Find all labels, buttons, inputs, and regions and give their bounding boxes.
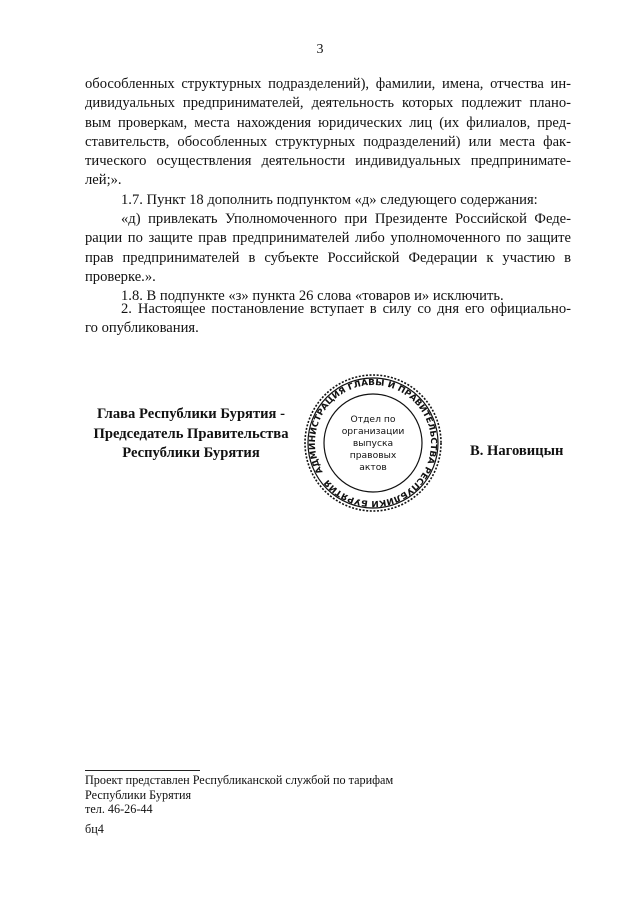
page-number: 3 bbox=[316, 42, 324, 57]
text-line: го опубликования. bbox=[85, 320, 199, 337]
signatory-title-line: Республики Бурятия bbox=[122, 445, 260, 461]
stamp-center-line: правовых bbox=[349, 450, 397, 461]
text-line: проверке.». bbox=[85, 268, 156, 285]
footer-line: Республики Бурятия bbox=[85, 787, 192, 802]
text-line: дивидуальных предпринимателей, деятельность которых подлежит плано- bbox=[85, 95, 571, 112]
stamp-center-line: Отдел по bbox=[350, 414, 396, 425]
official-stamp bbox=[303, 373, 443, 513]
signatory-name: В. Наговицын bbox=[470, 443, 564, 459]
stamp-center-line: актов bbox=[359, 462, 387, 473]
text-line: обособленных структурных подразделений), фамилии, имена, отчества ин- bbox=[85, 76, 571, 92]
text-line: «д) привлекать Уполномоченного при Президенте Российской Феде- bbox=[121, 211, 571, 228]
footer-phone: тел. 46-26-44 bbox=[85, 802, 153, 817]
stamp-center-line: организации bbox=[341, 426, 405, 437]
footer-line: Проект представлен Республиканской службой по тарифам bbox=[85, 773, 394, 787]
text-line: рации по защите прав предпринимателей либо уполномоченного по защите bbox=[85, 230, 571, 247]
text-line: прав предпринимателей в субъекте Российской Федерации к участию в bbox=[85, 249, 571, 266]
closing-paragraph bbox=[85, 300, 571, 339]
stamp-center-line: выпуска bbox=[352, 438, 394, 449]
signatory-title-line: Глава Республики Бурятия - bbox=[97, 406, 285, 422]
text-line: 1.8. В подпункте «з» пункта 26 слова «товаров и» исключить. bbox=[121, 288, 504, 305]
footer-note bbox=[85, 773, 393, 817]
footer-divider bbox=[85, 770, 200, 771]
text-line: вым проверкам, места нахождения юридических лиц (их филиалов, пред- bbox=[85, 114, 571, 131]
stamp-ring-text: АДМИНИСТРАЦИЯ ГЛАВЫ И ПРАВИТЕЛЬСТВА РЕСПУБЛИКИ БУРЯТИЯ bbox=[306, 376, 440, 510]
signatory-title bbox=[85, 405, 297, 464]
text-line: ставительств, обособленных структурных подразделений) или места фак- bbox=[85, 133, 571, 150]
text-line: 1.7. Пункт 18 дополнить подпунктом «д» следующего содержания: bbox=[121, 191, 538, 208]
text-line: тического осуществления деятельности индивидуальных предпринимате- bbox=[85, 153, 571, 170]
text-line: лей;». bbox=[85, 172, 122, 189]
signatory-title-line: Председатель Правительства bbox=[93, 425, 289, 442]
document-code: бц4 bbox=[85, 822, 104, 836]
text-line: 2. Настоящее постановление вступает в силу со дня его официально- bbox=[121, 301, 571, 317]
body-paragraphs bbox=[85, 75, 571, 307]
